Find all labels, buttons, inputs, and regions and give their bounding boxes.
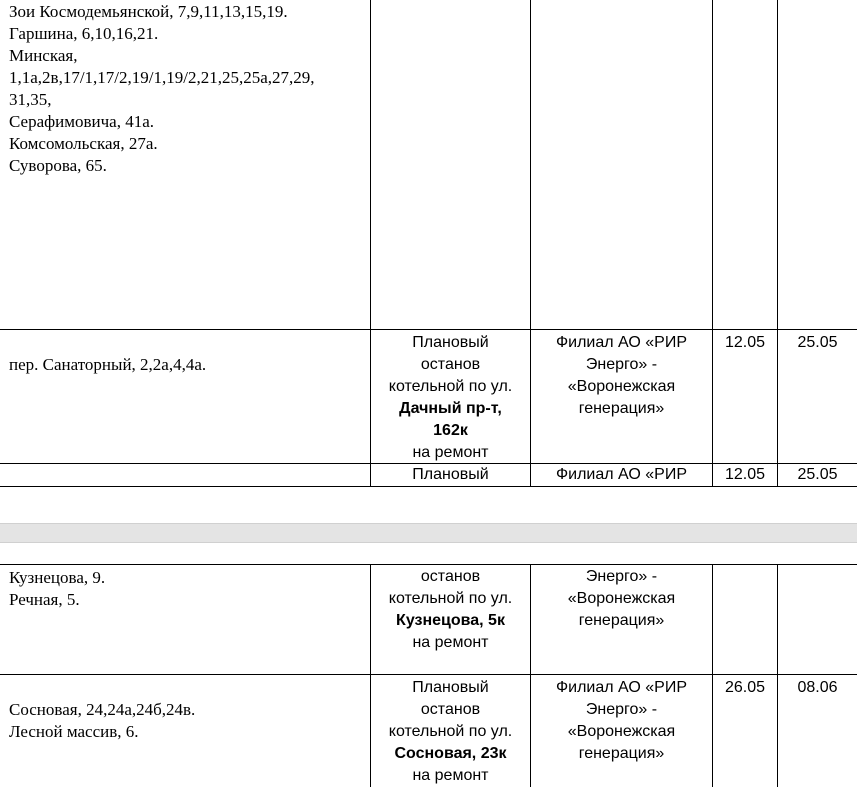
organization-cell bbox=[531, 566, 712, 632]
reason-text: на ремонт bbox=[412, 767, 489, 784]
address-line: 31,35, bbox=[9, 90, 52, 109]
address-cell bbox=[0, 354, 370, 376]
table-page-2 bbox=[0, 564, 857, 787]
org-text: «Воронежская bbox=[567, 723, 676, 740]
organization-cell bbox=[531, 464, 712, 486]
address-line: Комсомольская, 27а. bbox=[9, 134, 158, 153]
org-text: «Воронежская bbox=[567, 378, 676, 395]
organization-cell bbox=[531, 332, 712, 420]
row-divider bbox=[0, 674, 857, 675]
org-text: генерация» bbox=[578, 612, 665, 629]
reason-cell bbox=[371, 464, 530, 486]
address-line: Суворова, 65. bbox=[9, 156, 107, 175]
end-date: 08.06 bbox=[797, 679, 838, 696]
org-text: Энерго» - bbox=[585, 701, 658, 718]
column-divider bbox=[777, 564, 778, 787]
address-line: Лесной массив, 6. bbox=[9, 722, 139, 741]
address-cell bbox=[0, 699, 370, 743]
address-line: Кузнецова, 9. bbox=[9, 568, 106, 587]
reason-text: котельной по ул. bbox=[388, 723, 513, 740]
reason-text: Плановый bbox=[412, 334, 489, 351]
end-date: 25.05 bbox=[797, 334, 838, 351]
reason-text: Плановый bbox=[412, 466, 489, 483]
org-text: «Воронежская bbox=[567, 590, 676, 607]
reason-cell bbox=[371, 332, 530, 464]
end-date: 25.05 bbox=[797, 466, 838, 483]
org-text: Филиал АО «РИР bbox=[555, 466, 687, 483]
org-text: Энерго» - bbox=[585, 356, 658, 373]
org-text: генерация» bbox=[578, 745, 665, 762]
start-date: 26.05 bbox=[724, 679, 766, 696]
address-line: Речная, 5. bbox=[9, 590, 80, 609]
start-date: 12.05 bbox=[724, 334, 766, 351]
start-date: 12.05 bbox=[724, 466, 766, 483]
organization-cell bbox=[531, 677, 712, 765]
address-line: Минская, bbox=[9, 46, 78, 65]
address-line: Гаршина, 6,10,16,21. bbox=[9, 24, 159, 43]
reason-cell bbox=[371, 566, 530, 654]
org-text: Филиал АО «РИР bbox=[555, 334, 687, 351]
boiler-address: 162к bbox=[433, 422, 468, 439]
address-line: Серафимовича, 41а. bbox=[9, 112, 155, 131]
column-divider bbox=[712, 564, 713, 787]
org-text: Филиал АО «РИР bbox=[555, 679, 687, 696]
page-separator bbox=[0, 523, 857, 543]
reason-text: останов bbox=[420, 356, 481, 373]
reason-text: котельной по ул. bbox=[388, 378, 513, 395]
org-text: Энерго» - bbox=[585, 568, 658, 585]
boiler-address: Кузнецова, 5к bbox=[396, 612, 505, 629]
reason-text: котельной по ул. bbox=[388, 590, 513, 607]
row-divider bbox=[0, 329, 857, 330]
reason-text: останов bbox=[420, 568, 481, 585]
address-line: 1,1а,2в,17/1,17/2,19/1,19/2,21,25,25а,27,29, bbox=[9, 68, 315, 87]
org-text: генерация» bbox=[578, 400, 665, 417]
reason-text: на ремонт bbox=[412, 634, 489, 651]
table-row bbox=[0, 1, 370, 177]
reason-text: останов bbox=[420, 701, 481, 718]
reason-text: Плановый bbox=[412, 679, 489, 696]
address-line: Сосновая, 24,24а,24б,24в. bbox=[9, 700, 196, 719]
boiler-address: Сосновая, 23к bbox=[394, 745, 507, 762]
reason-cell bbox=[371, 677, 530, 787]
address-line: пер. Санаторный, 2,2а,4,4а. bbox=[9, 355, 207, 374]
row-divider bbox=[0, 564, 857, 565]
column-divider bbox=[777, 0, 778, 487]
boiler-address: Дачный пр-т, bbox=[399, 400, 502, 417]
reason-text: на ремонт bbox=[412, 444, 489, 461]
address-line: Зои Космодемьянской, 7,9,11,13,15,19. bbox=[9, 2, 288, 21]
address-cell bbox=[0, 567, 370, 611]
column-divider bbox=[712, 0, 713, 487]
